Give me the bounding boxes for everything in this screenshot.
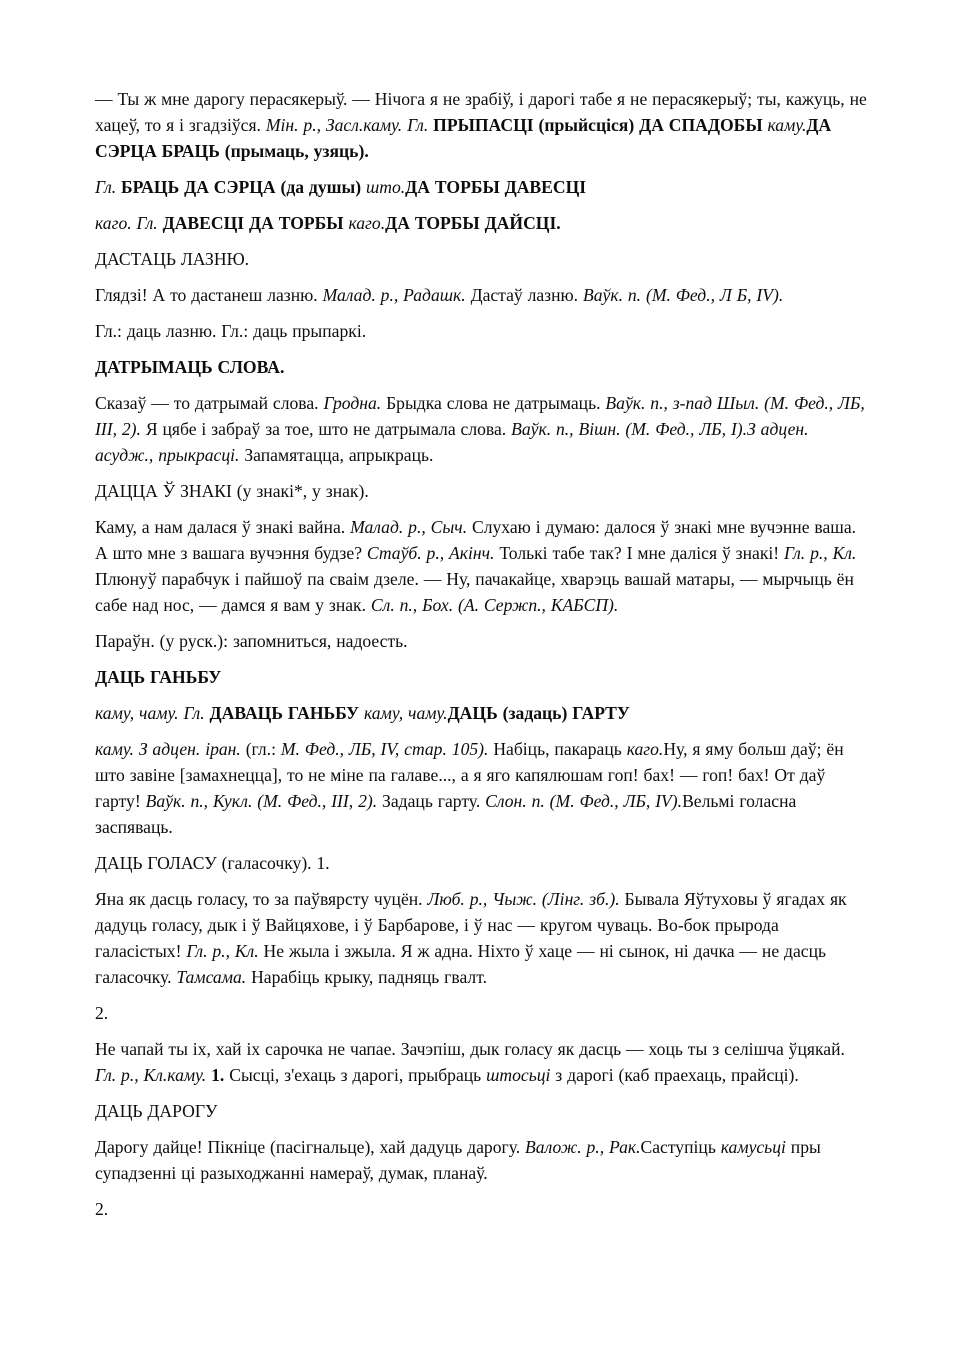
text-run: Ну, я яму больш даў; ён што завіне [замахнецца], то не міне па галаве..., а я яго капялюшам гоп! бах! — гоп! бах! От даў гарту! (95, 739, 844, 811)
sense-number-2a (95, 1000, 868, 1026)
entry-dac-hanbu (95, 664, 868, 690)
text-run: ДАВЕСЦІ ДА ТОРБЫ (162, 213, 349, 233)
entry-dastac-laznyu (95, 246, 868, 272)
text-run: каму. (767, 115, 807, 135)
text-run: ДАВАЦЬ ГАНЬБУ (209, 703, 364, 723)
text-run: Стаўб. р., Акінч. (366, 543, 500, 563)
comparison-russian (95, 628, 868, 654)
examples-sense-2 (95, 1036, 868, 1088)
examples-dacca-u-znaki (95, 514, 868, 618)
text-run: Люб. р., Чыж. (Лінг. зб.). (427, 889, 625, 909)
examples-dac-holasu (95, 886, 868, 990)
text-run: Набіць, пакараць (493, 739, 627, 759)
examples-dastac-laznyu (95, 282, 868, 308)
text-run: 1. (211, 1065, 230, 1085)
text-run: Ваўк. п., Вішн. (М. Фед., ЛБ, І).З адцен. асудж., прыкрасці. (95, 419, 809, 465)
text-run: (гл.: (245, 739, 281, 759)
text-run: Гл. р., Кл. (186, 941, 264, 961)
text-run: ДАЦЬ (задаць) ГАРТУ (447, 703, 630, 723)
text-run: штосьці (486, 1065, 556, 1085)
text-run: ДАЦЬ ДАРОГУ (95, 1101, 218, 1121)
text-run: пры супадзенні ці разыходжанні намераў, думак, планаў. (95, 1137, 821, 1183)
cross-ref-brac-da-serca (95, 174, 868, 200)
entry-dac-darohu (95, 1098, 868, 1124)
text-run: Слон. п. (М. Фед., ЛБ, IV). (485, 791, 683, 811)
text-run: Ваўк. п., з-пад Шыл. (М. Фед., ЛБ, III, 2). (95, 393, 865, 439)
text-run: Мін. р., Засл.каму. Гл. (265, 115, 434, 135)
text-run: Гродна. (323, 393, 387, 413)
sense-number-2b (95, 1196, 868, 1222)
text-run: Параўн. (у руск.): запомниться, надоесть. (95, 631, 408, 651)
text-run: Гл. р., Кл. (784, 543, 857, 563)
text-run: Нарабіць крыку, падняць гвалт. (251, 967, 487, 987)
text-run: Валож. р., Рак. (525, 1137, 641, 1157)
text-run: Бывала Яўтуховы ў ягадах як дадуць голасу, дык і ў Вайцяхове, і ў Барбарове, і ў нас — кругом чуваць. Во-бок прырода галасістых! (95, 889, 847, 961)
examples-datrymac-slova (95, 390, 868, 468)
text-run: Слухаю і думаю: далося ў знакі мне вучэнне ваша. А што мне з вашага вучэння будзе? (95, 517, 857, 563)
text-run: каго. (348, 213, 386, 233)
text-run: Сл. п., Бох. (А. Сержп., КАБСП). (370, 595, 619, 615)
text-run: што. (365, 177, 406, 197)
text-run: — Ты ж мне дарогу перасякерыў. — Нічога я не зрабіў, і дарогі табе я не перасякерыў; ты, кажуць, не хацеў, то я і згадзіўся. (95, 89, 867, 135)
text-run: Я цябе і забраў за тое, што не датрымала слова. (145, 419, 512, 439)
text-run: ДАЦЬ ГОЛАСУ (галасочку). 1. (95, 853, 330, 873)
text-run: Саступіць (640, 1137, 721, 1157)
text-run: Не жыла і зжыла. Я ж адна. Ніхто ў хаце — ні сынок, ні дачка — не дасць галасочку. (95, 941, 827, 987)
text-run: ДА ТОРБЫ ДАЙСЦІ. (385, 213, 561, 233)
text-run: Дарогу дайце! Пікніце (пасігнальце), хай дадуць дарогу. (95, 1137, 526, 1157)
text-run: ДА СЭРЦА БРАЦЬ (прымаць, узяць). (95, 115, 832, 161)
text-run: з дарогі (каб праехаць, прайсці). (555, 1065, 799, 1085)
text-run: Сысці, з'ехаць з дарогі, прыбраць (229, 1065, 487, 1085)
text-run: Малад. р., Сыч. (350, 517, 472, 537)
text-run: Ваўк. п., Кукл. (М. Фед., III, 2). (145, 791, 383, 811)
text-run: ДА ТОРБЫ ДАВЕСЦІ (405, 177, 587, 197)
entry-dac-holasu (95, 850, 868, 876)
text-run: ДАСТАЦЬ ЛАЗНЮ. (95, 249, 250, 269)
text-run: каму, чаму. (364, 703, 448, 723)
text-run: каму, чаму. Гл. (95, 703, 210, 723)
text-run: каму. З адцен. іран. (95, 739, 246, 759)
text-run: Запамятацца, апрыкраць. (244, 445, 434, 465)
text-run: Тамсама. (176, 967, 252, 987)
text-run: Гл. (95, 177, 122, 197)
text-run: Глядзі! А то дастанеш лазню. (95, 285, 323, 305)
text-run: камусьці (720, 1137, 791, 1157)
text-run: БРАЦЬ ДА СЭРЦА (да душы) (121, 177, 366, 197)
text-run: Яна як дасць голасу, то за паўвярсту чуцён. (95, 889, 428, 909)
text-run: Гл. р., Кл.каму. (95, 1065, 212, 1085)
entry-dacca-u-znaki (95, 478, 868, 504)
text-run: Плюнуў парабчук і пайшоў па сваім дзеле. — Ну, пачакайце, хварэць вашай матары, — мырчыць ён сабе над нос, — дамся я вам у знак. (95, 569, 854, 615)
text-run: Гл.: даць лазню. Гл.: даць прыпаркі. (95, 321, 367, 341)
text-run: 2. (95, 1199, 109, 1219)
cross-ref-davesci-da-torby (95, 210, 868, 236)
text-run: Сказаў — то датрымай слова. (95, 393, 324, 413)
text-run: ПРЫПАСЦІ (прыйсціся) ДА СПАДОБЫ (433, 115, 768, 135)
text-run: Вельмі голасна заспяваць. (95, 791, 797, 837)
text-run: Дастаў лазню. (470, 285, 583, 305)
cross-ref-davac-hanbu (95, 700, 868, 726)
text-run: Толькі табе так? І мне даліся ў знакі! (499, 543, 785, 563)
synonyms-dac-laznyu (95, 318, 868, 344)
text-run: Каму, а нам далася ў знакі вайна. (95, 517, 351, 537)
examples-dac-darohu (95, 1134, 868, 1186)
text-run: ДАЦЦА Ў ЗНАКІ (у знакі*, у знак). (95, 481, 369, 501)
text-run: ДАЦЬ ГАНЬБУ (95, 667, 222, 687)
examples-dac-hartu (95, 736, 868, 840)
text-run: М. Фед., ЛБ, IV, стар. 105). (280, 739, 494, 759)
text-run: ДАТРЫМАЦЬ СЛОВА. (95, 357, 285, 377)
text-run: каго. Гл. (95, 213, 163, 233)
entry-datrymac-slova (95, 354, 868, 380)
text-run: Малад. р., Радашк. (322, 285, 471, 305)
text-run: Не чапай ты іх, хай іх сарочка не чапае. Зачэпіш, дык голасу як дасць — хоць ты з селішча ўцякай. (95, 1039, 845, 1059)
text-run: Задаць гарту. (382, 791, 486, 811)
cross-ref-prypasci-da-spadoby (95, 86, 868, 164)
text-run: Ваўк. п. (М. Фед., Л Б, IV). (582, 285, 784, 305)
text-run: каго. (626, 739, 664, 759)
text-run: 2. (95, 1003, 109, 1023)
text-run: Брыдка слова не датрымаць. (386, 393, 606, 413)
